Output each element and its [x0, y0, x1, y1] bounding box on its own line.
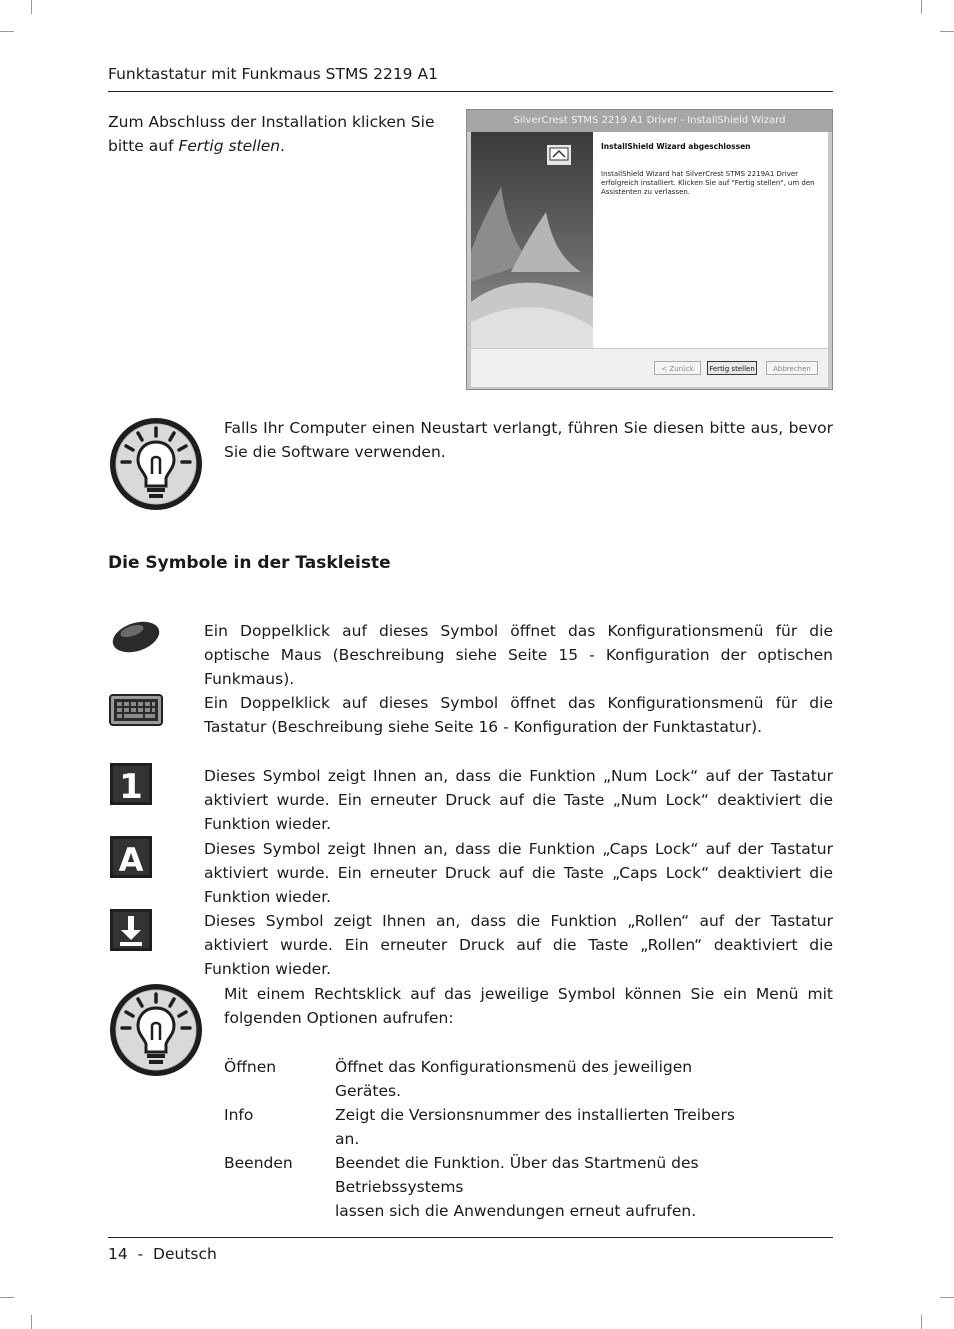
num-lock-icon — [110, 763, 152, 805]
crop-mark — [31, 1315, 32, 1329]
lightbulb-tip-icon — [108, 982, 204, 1078]
intro-line-2-suffix: . — [280, 137, 286, 155]
finish-button[interactable]: Fertig stellen — [707, 361, 757, 375]
caps-lock-description: Dieses Symbol zeigt Ihnen an, dass die Funktion „Caps Lock“ auf der Tastatur aktiviert wurde. Ein erneuter Druck auf die Taste „Caps Lock“ deaktiviert die Funktion wieder. — [204, 840, 833, 906]
page-header-title: Funktastatur mit Funkmaus STMS 2219 A1 — [108, 65, 438, 83]
intro-line-2-prefix: bitte auf — [108, 137, 179, 155]
section-heading: Die Symbole in der Taskleiste — [108, 553, 391, 573]
restart-tip-text: Falls Ihr Computer einen Neustart verlangt, führen Sie diesen bitte aus, bevor Sie die Software verwenden. — [224, 419, 833, 461]
wizard-message: InstallShield Wizard hat SilverCrest STMS 2219A1 Driver erfolgreich installiert. Klicken Sie auf "Fertig stellen", um den Assistenten zu verlassen. — [601, 170, 815, 196]
option-desc-line: lassen sich die Anwendungen erneut aufrufen. — [335, 1202, 697, 1220]
wizard-title: SilverCrest STMS 2219 A1 Driver - InstallShield Wizard — [467, 110, 832, 132]
option-label-open: Öffnen — [224, 1058, 277, 1076]
option-desc-open — [335, 1055, 805, 1103]
crop-mark — [0, 31, 14, 32]
scroll-lock-description: Dieses Symbol zeigt Ihnen an, dass die Funktion „Rollen“ auf der Tastatur aktiviert wurde. Ein erneuter Druck auf die Taste „Rollen“ deaktiviert die Funktion wieder. — [204, 912, 833, 978]
wizard-heading: InstallShield Wizard abgeschlossen — [601, 142, 751, 151]
option-label-exit: Beenden — [224, 1154, 293, 1172]
scroll-lock-icon — [110, 909, 152, 951]
wizard-content — [593, 132, 828, 348]
crop-mark — [0, 1297, 14, 1298]
installshield-wizard-screenshot — [466, 109, 833, 390]
option-desc-line: Öffnet das Konfigurationsmenü des jeweiligen — [335, 1058, 693, 1076]
option-desc-line: Zeigt die Versionsnummer des installierten Treibers — [335, 1106, 735, 1124]
page-footer: 14 - Deutsch — [108, 1245, 217, 1263]
crop-mark — [921, 1315, 922, 1329]
keyboard-symbol-description: Ein Doppelklick auf dieses Symbol öffnet das Konfigurationsmenü für die Tastatur (Beschreibung siehe Seite 16 - Konfiguration der Funktastatur). — [204, 694, 833, 736]
back-button[interactable]: < Zurück — [654, 361, 701, 375]
wizard-body — [471, 132, 828, 386]
num-lock-description: Dieses Symbol zeigt Ihnen an, dass die Funktion „Num Lock“ auf der Tastatur aktiviert wurde. Ein erneuter Druck auf die Taste „Num Lock“ deaktiviert die Funktion wieder. — [204, 767, 833, 833]
intro-emphasis: Fertig stellen — [178, 137, 281, 155]
mouse-symbol-description: Ein Doppelklick auf dieses Symbol öffnet das Konfigurationsmenü für die optische Maus (Beschreibung siehe Seite 15 - Konfiguration der optischen Funkmaus). — [204, 622, 833, 688]
keyboard-icon — [109, 694, 163, 726]
intro-line-2 — [108, 134, 438, 158]
mouse-icon — [110, 616, 162, 656]
intro-line-1: Zum Abschluss der Installation klicken Sie — [108, 113, 435, 131]
wizard-button-bar — [471, 348, 828, 387]
option-desc-info — [335, 1103, 805, 1151]
footer-rule — [108, 1237, 833, 1238]
intro-paragraph — [108, 110, 438, 158]
header-rule — [108, 91, 833, 92]
cancel-button[interactable]: Abbrechen — [766, 361, 818, 375]
option-desc-line: Beendet die Funktion. Über das Startmenü des Betriebssystems — [335, 1154, 699, 1196]
caps-lock-icon — [110, 836, 152, 878]
crop-mark — [31, 0, 32, 14]
crop-mark — [940, 31, 954, 32]
crop-mark — [921, 0, 922, 14]
svg-text:1: 1 — [119, 767, 143, 805]
right-click-tip-intro: Mit einem Rechtsklick auf das jeweilige Symbol können Sie ein Menü mit folgenden Optionen aufrufen: — [224, 985, 833, 1027]
svg-text:A: A — [118, 841, 144, 878]
option-desc-line: an. — [335, 1130, 360, 1148]
lightbulb-tip-icon — [108, 416, 204, 512]
option-label-info: Info — [224, 1106, 254, 1124]
crop-mark — [940, 1297, 954, 1298]
option-desc-exit — [335, 1151, 805, 1223]
installer-icon — [546, 144, 572, 166]
option-desc-line: Gerätes. — [335, 1082, 402, 1100]
wizard-side-graphic — [471, 132, 593, 348]
